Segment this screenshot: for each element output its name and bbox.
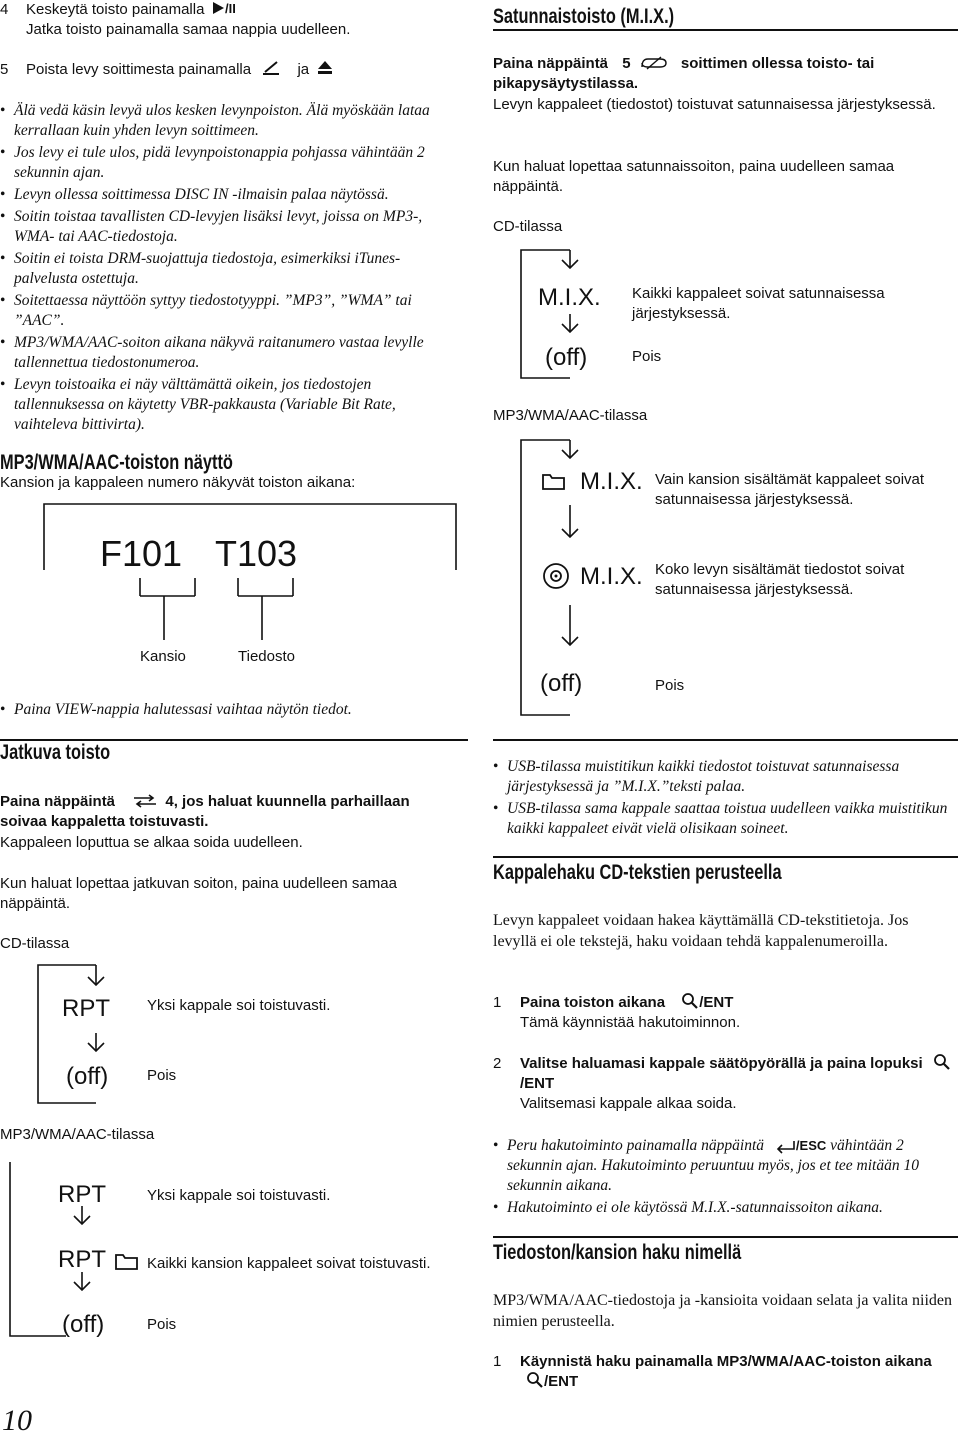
display-diagram [40,500,460,660]
repeat-icon [131,794,159,808]
step-number: 2 [493,1055,502,1072]
disc-release-icon [261,60,283,76]
cdtext-intro: Levyn kappaleet voidaan hakea käyttämällä CD-tekstitietoja. Jos levyllä ei ole tekstejä, haku voidaan tehdä kappalenumeroilla. [493,912,909,950]
search-step-2 [493,1054,953,1114]
off-indicator: (off) [540,670,583,697]
list-item: • Älä vedä käsin levyä ulos kesken levynpoiston. Älä myöskään lataa kerrallaan kuin yhden levyn soittimeen. [0,101,460,141]
repeat-instruction [0,792,460,832]
shuffle-icon [637,56,671,70]
off-desc: Pois [147,1316,177,1333]
mix-desc: Levyn kappaleet (tiedostot) toistuvat satunnaisessa järjestyksessä. [493,96,936,113]
instruction-text: soittimen ollessa toisto- tai pikapysäytystilassa. [493,55,875,92]
step-number: 1 [493,994,502,1011]
section-heading-mix: Satunnaistoisto (M.I.X.) [493,5,675,28]
rpt-desc: Yksi kappale soi toistuvasti. [147,997,331,1014]
section-rule [493,856,958,858]
cd-mode-label: CD-tilassa [0,935,70,952]
key-number: 5 [622,55,631,72]
mix-indicator: M.I.X. [580,563,643,590]
list-item: • Soitin toistaa tavallisten CD-levyjen lisäksi levyt, joissa on MP3-, WMA- tai AAC-tiedostoja. [0,207,460,247]
mix-instruction [493,54,943,94]
play-pause-icon [213,1,243,15]
conjunction: ja [297,61,310,78]
section-rule [0,739,468,741]
mix-indicator: M.I.X. [538,284,601,311]
mp3-mode-label: MP3/WMA/AAC-tilassa [493,407,648,424]
mix-stop: Kun haluat lopettaa satunnaissoiton, paina uudelleen samaa näppäintä. [493,158,895,195]
list-item [493,1136,953,1196]
list-item: • Soitin ei toista DRM-suojattuja tiedostoja, esimerkiksi iTunes-palvelusta ostettuja. [0,249,460,289]
mp3-mode-label: MP3/WMA/AAC-tilassa [0,1126,155,1143]
repeat-desc: Kappaleen loputtua se alkaa soida uudelleen. [0,834,303,851]
page-number: 10 [2,1404,32,1437]
label-folder: Kansio [140,648,186,665]
rpt-folder-desc: Kaikki kansion kappaleet soivat toistuvasti. [147,1255,431,1272]
instruction-text: Paina näppäintä [493,55,609,72]
list-item: • Soitettaessa näyttöön syttyy tiedostotyyppi. ”MP3”, ”WMA” tai ”AAC”. [0,291,460,331]
list-item: • USB-tilassa muistitikun kaikki tiedostot toistuvat satunnaisessa järjestyksessä ja ”M.I.X.”teksti palaa. [493,757,953,797]
folder-icon [115,1252,139,1270]
cd-mode-label: CD-tilassa [493,218,563,235]
step-title: Keskeytä toisto painamalla [26,1,205,18]
instruction-text: , jos haluat kuunnella parhaillaan soivaa kappaletta toistuvasti. [0,793,410,830]
folder-icon [542,472,566,490]
step-5 [0,60,470,80]
step-number: 1 [493,1353,502,1370]
search-icon [681,993,699,1009]
section-heading-repeat: Jatkuva toisto [0,741,111,764]
view-note [0,700,460,722]
mix-indicator: M.I.X. [580,468,643,495]
list-item: • USB-tilassa sama kappale saattaa toistua uudelleen vaikka muistitikun kaikki kappaleet eivät vielä olisikaan soineet. [493,799,953,839]
off-indicator: (off) [545,344,588,371]
section-heading-name-search: Tiedoston/kansion haku nimellä [493,1241,742,1264]
off-indicator: (off) [66,1063,109,1090]
off-desc: Pois [632,348,662,365]
eject-icon [317,60,333,76]
off-indicator: (off) [62,1311,105,1338]
note-text: Peru hakutoiminto painamalla näppäintä [507,1137,765,1154]
rpt-indicator: RPT [62,995,110,1022]
list-item: • Levyn toistoaika ei näy välttämättä oikein, jos tiedostojen tallennuksessa on käytetty VBR-pakkausta (Variable Bit Rate, vaihteleva bittivirta). [0,375,460,435]
repeat-cd-flow [30,955,100,1115]
esc-label: /ESC [795,1138,827,1153]
usb-notes-list [493,757,953,841]
display-track-number: T103 [215,533,298,574]
back-icon [774,1138,796,1152]
rpt-indicator: RPT [58,1246,106,1273]
step-note: Jatka toisto painamalla samaa nappia uudelleen. [26,21,351,38]
step-note: Tämä käynnistää hakutoiminnon. [520,1014,741,1031]
label-file: Tiedosto [238,648,295,665]
step-note: Valitsemasi kappale alkaa soida. [520,1095,737,1112]
search-notes-list [493,1136,953,1220]
section-rule [493,739,958,741]
step-title: Valitse haluamasi kappale säätöpyörällä ja paina lopuksi [520,1055,923,1072]
instruction-text: Paina näppäintä [0,793,116,810]
mix-folder-desc: Vain kansion sisältämät kappaleet soivat satunnaisessa järjestyksessä. [655,471,925,508]
svg-text:/II: /II [224,1,236,16]
rpt-desc: Yksi kappale soi toistuvasti. [147,1187,331,1204]
list-item: • Levyn ollessa soittimessa DISC IN -ilmaisin palaa näytössä. [0,185,460,205]
search-step-1 [493,993,953,1033]
list-item: • MP3/WMA/AAC-soiton aikana näkyvä raitanumero vastaa levylle tallennettua tiedostonumeroa. [0,333,460,373]
step-4 [0,0,470,40]
display-intro: Kansion ja kappaleen numero näkyvät toiston aikana: [0,474,356,491]
ent-label: /ENT [544,1373,579,1390]
note-text: vähintään 2 sekunnin ajan. Hakutoiminto peruuntuu myös, jos et tee mitään 10 sekunnin aikana. [507,1137,919,1194]
list-item: • Paina VIEW-nappia halutessasi vaihtaa näytön tiedot. [0,700,460,720]
step-title: Poista levy soittimesta painamalla [26,61,252,78]
off-desc: Pois [655,677,685,694]
key-number: 4 [165,793,174,810]
mix-disc-desc: Koko levyn sisältämät tiedostot soivat satunnaisessa järjestyksessä. [655,561,905,598]
repeat-stop: Kun haluat lopettaa jatkuvan soiton, paina uudelleen samaa näppäintä. [0,875,397,912]
name-search-intro: MP3/WMA/AAC-tiedostoja ja -kansioita voidaan selata ja valita niiden nimien perusteella. [493,1292,953,1330]
name-search-step-1 [493,1352,953,1392]
section-heading-display: MP3/WMA/AAC-toiston näyttö [0,451,233,474]
mix-cd-desc: Kaikki kappaleet soivat satunnaisessa järjestyksessä. [632,285,885,322]
step-number: 4 [0,1,9,18]
section-rule [493,1236,958,1238]
step-title: Käynnistä haku painamalla MP3/WMA/AAC-toiston aikana [520,1353,932,1370]
search-icon [933,1054,951,1070]
ent-label: /ENT [520,1075,555,1092]
section-heading-cdtext: Kappalehaku CD-tekstien perusteella [493,861,782,884]
off-desc: Pois [147,1067,177,1084]
rpt-indicator: RPT [58,1181,106,1208]
section-rule [493,29,958,31]
list-item: • Hakutoiminto ei ole käytössä M.I.X.-satunnaissoiton aikana. [493,1198,953,1218]
step-title: Paina toiston aikana [520,994,666,1011]
search-icon [526,1372,544,1388]
disc-icon [542,562,572,592]
list-item: • Jos levy ei tule ulos, pidä levynpoistonappia pohjassa vähintään 2 sekunnin ajan. [0,143,460,183]
step-number: 5 [0,61,9,78]
disc-notes-list [0,101,460,437]
display-folder-number: F101 [100,533,183,574]
ent-label: /ENT [699,994,734,1011]
